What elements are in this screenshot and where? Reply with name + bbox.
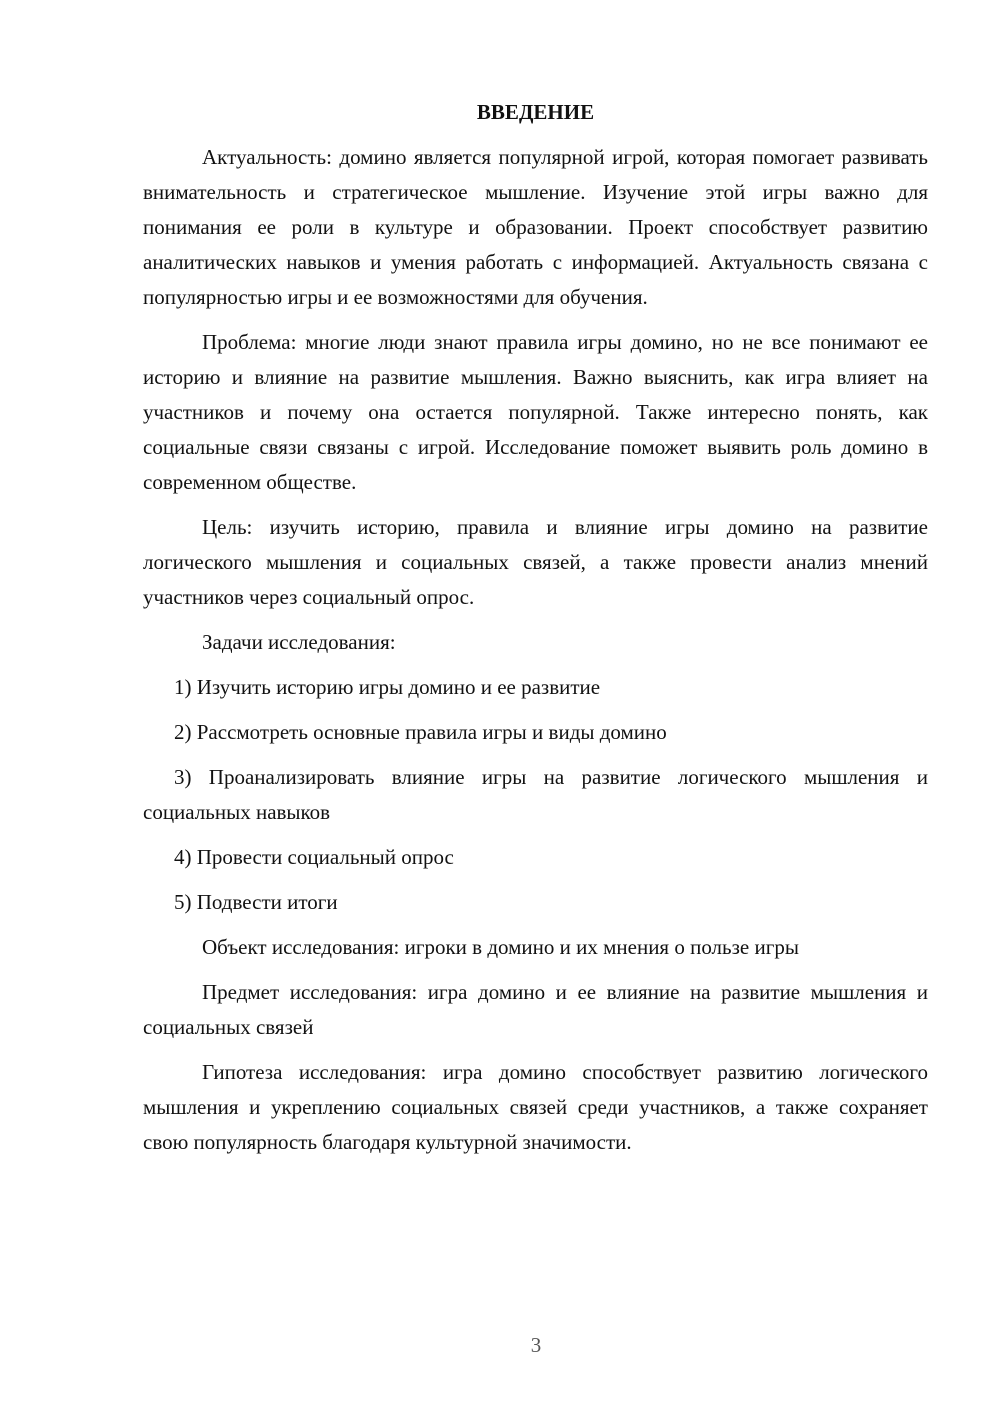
paragraph-goal: Цель: изучить историю, правила и влияние игры домино на развитие логического мышления и социальных связей, а также провести анализ мнений участников через социальный опрос. [143, 515, 928, 609]
paragraph-hypothesis: Гипотеза исследования: игра домино способствует развитию логического мышления и укреплению социальных связей среди участников, а также сохраняет свою популярность благодаря культурной значимости. [143, 1060, 928, 1154]
paragraph-subject: Предмет исследования: игра домино и ее влияние на развитие мышления и социальных связей [143, 980, 928, 1039]
task-item: 1) Изучить историю игры домино и ее развитие [174, 675, 601, 699]
paragraph-problem: Проблема: многие люди знают правила игры домино, но не все понимают ее историю и влияние на развитие мышления. Важно выяснить, как игра влияет на участников и почему она остается популярной. Также интересно понять, как социальные связи связаны с игрой. Исследование поможет выявить роль домино в современном обществе. [143, 330, 928, 494]
task-item: 5) Подвести итоги [174, 890, 338, 914]
task-item: 2) Рассмотреть основные правила игры и виды домино [174, 720, 667, 744]
task-item: 4) Провести социальный опрос [174, 845, 454, 869]
task-item: 3) Проанализировать влияние игры на развитие логического мышления и социальных навыков [143, 765, 928, 824]
page-number: 3 [530, 1333, 542, 1357]
page-content [143, 95, 928, 1170]
tasks-heading: Задачи исследования: [202, 630, 396, 654]
paragraph-relevance: Актуальность: домино является популярной игрой, которая помогает развивать внимательность и стратегическое мышление. Изучение этой игры важно для понимания ее роли в культуре и образовании. Проект способствует развитию аналитических навыков и умения работать с информацией. Актуальность связана с популярностью игры и ее возможностями для обучения. [143, 145, 928, 309]
paragraph-object: Объект исследования: игроки в домино и их мнения о пользе игры [202, 935, 799, 959]
section-title: ВВЕДЕНИЕ [476, 100, 595, 124]
